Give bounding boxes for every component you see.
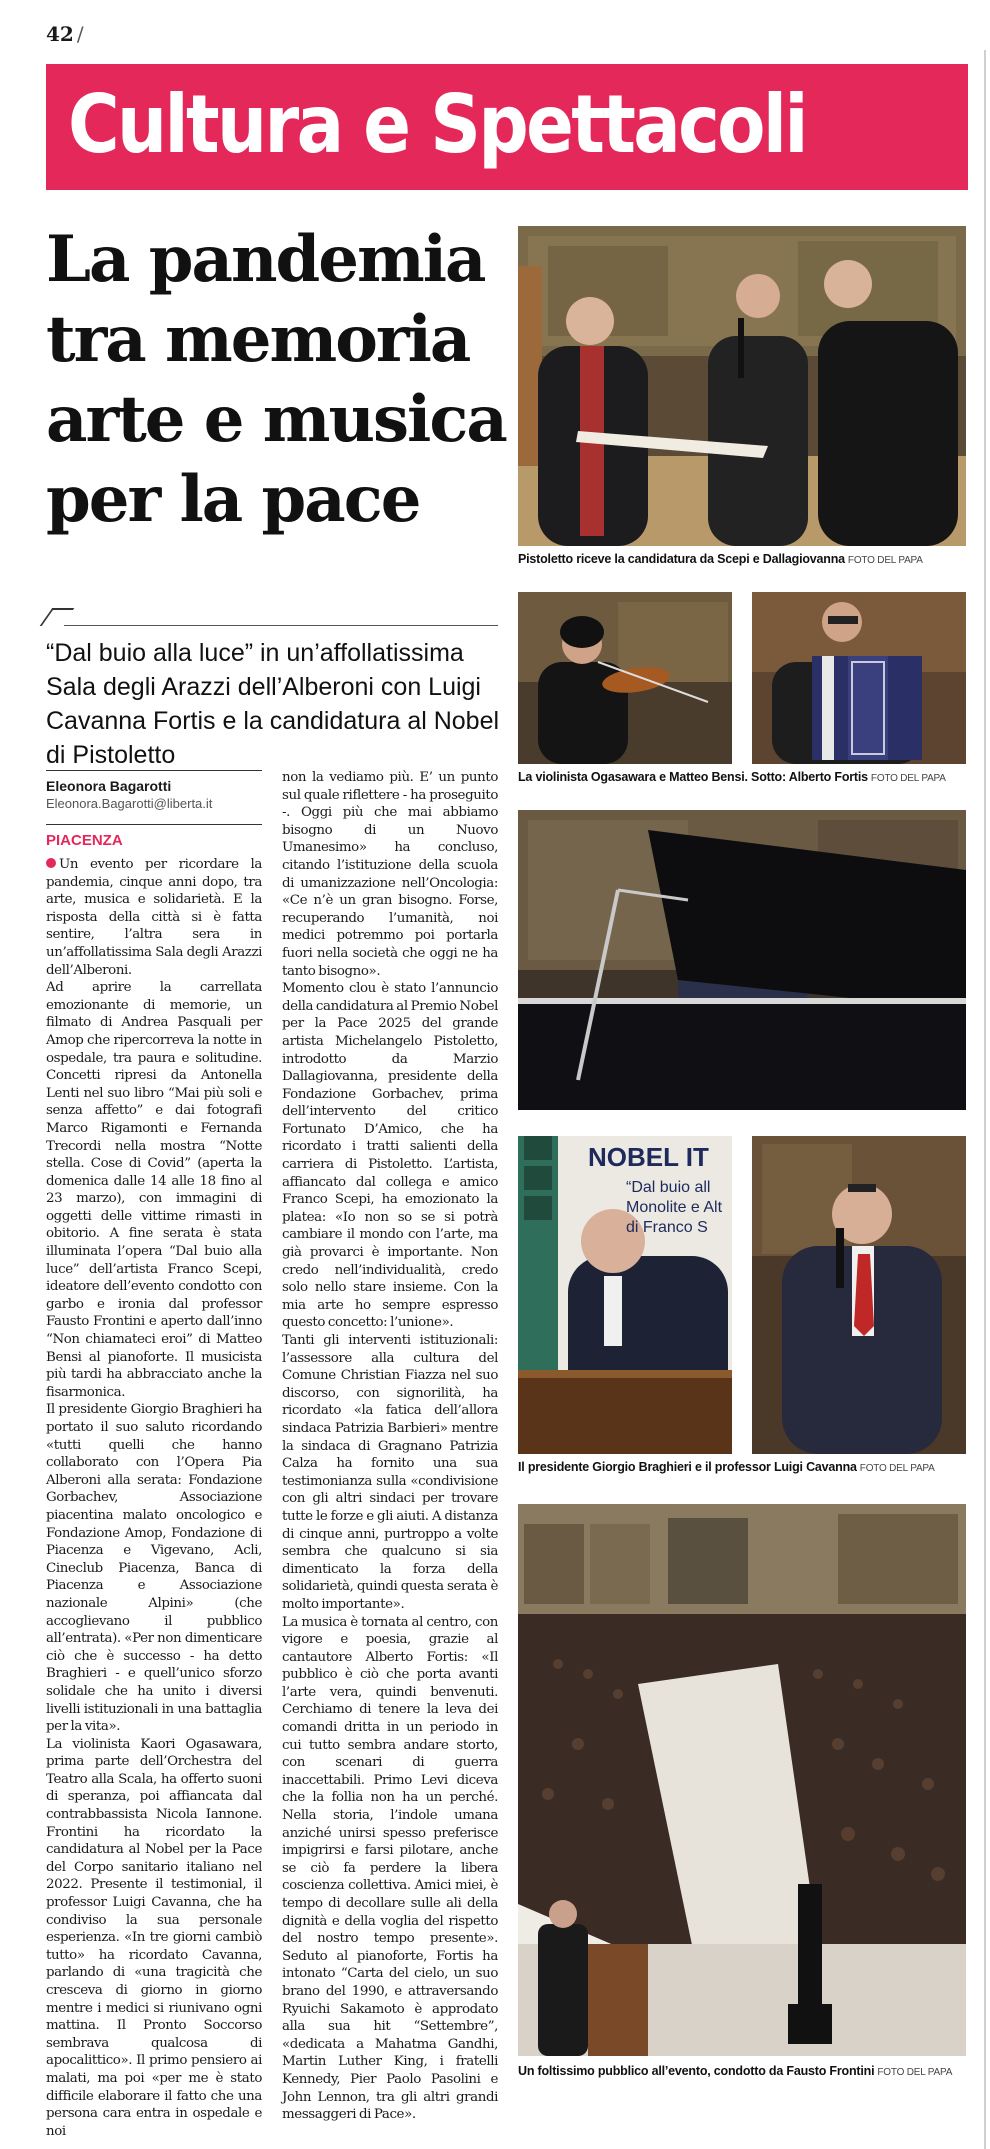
author-name: Eleonora Bagarotti — [46, 778, 172, 794]
photo-cavanna — [752, 1136, 966, 1454]
caption-photo-1: Pistoletto riceve la candidatura da Scepi e Dallagiovanna FOTO DEL PAPA — [518, 552, 923, 566]
headline-line: La pandemia — [46, 222, 485, 297]
paragraph: Momento clou è stato l’annuncio della candidatura al Premio Nobel per la Pace 2025 del grande artista Michelangelo Pistoletto, introdotto da Marzio Dallagiovanna, presidente della Fondazione Gorbachev, prima dell’intervento del critico Fortunato D’Amico, che ha ricordato i tratti salienti della carriera di Pistoletto. L’artista, affiancato dal collega e amico Franco Scepi, ha emozionato la platea: «Io non so se si potrà cambiare il mondo con l’arte, ma già provarci è importante. Non credo nell’individualità, credo solo nello stare insieme. Con la mia arte ho sempre espresso questo concetto: l’unione». — [282, 981, 498, 1331]
ceremony-image — [518, 226, 966, 546]
caption-photo-3: Il presidente Giorgio Braghieri e il professor Luigi Cavanna FOTO DEL PAPA — [518, 1460, 935, 1474]
paragraph: Ad aprire la carrellata emozionante di memorie, un filmato di Andrea Pasquali per Amop che ripercorreva la notte in ospedale, tra paura e solitudine. Concetti ripresi da Antonella Lenti nel suo libro “Mai più soli e senza affetto” e dai fotografi Marco Rigamonti e Fernanda Trecordi nella mostra “Notte stella. Cose di Covid” (aperta la domenica dalle 14 alle 18 fino al 23 marzo), con immagini di oggetti delle vittime rimasti in obitorio. A fine serata è stata illuminata l’opera “Dal buio alla luce” dell’artista Franco Scepi, ideatore dell’evento condotto con garbo e ironia dal professor Fausto Frontini e aperto dall’inno “Non chiamateci eroi” di Matteo Bensi al pianoforte. Il musicista più tardi ha abbracciato anche la fisarmonica. — [46, 980, 262, 1400]
bullet-icon — [46, 858, 56, 868]
banner-line: “Dal buio all — [626, 1179, 711, 1196]
photo-pistoletto-ceremony — [518, 226, 966, 546]
author-email[interactable]: Eleonora.Bagarotti@liberta.it — [46, 796, 213, 811]
paragraph: Tanti gli interventi istituzionali: l’assessore alla cultura del Comune Christian Fiazza nel suo discorso, con signorilità, ha ricordato «la fatica dell’allora sindaca Patrizia Barbieri» mentre la sindaca di Gragnano Patrizia Calza ha fornito una sua testimonianza sulla «condivisione con gli altri sindaci per trovare tutte le forze e gli aiuti. A distanza di cinque anni, purtroppo a volte sembra che qualcuno si sia dimenticato la forza della solidarietà, quindi questa serata è molto importante». — [282, 1333, 498, 1612]
page-edge-rule — [984, 50, 986, 2149]
subhead-rule-mark — [40, 608, 75, 626]
photo-braghieri — [518, 1136, 732, 1454]
photo-violinist — [518, 592, 732, 764]
banner-line: Monolite e Alt — [626, 1199, 723, 1216]
banner-line: di Franco S — [626, 1219, 708, 1236]
caption-photo-4: Un foltissimo pubblico all’evento, condotto da Fausto Frontini FOTO DEL PAPA — [518, 2064, 953, 2078]
accordion-image — [752, 592, 966, 764]
pianist-image — [518, 810, 966, 1110]
byline-rule-bottom — [46, 824, 262, 825]
section-band — [46, 64, 968, 190]
photo-audience — [518, 1504, 966, 2056]
photo-accordionist — [752, 592, 966, 764]
dateline: PIACENZA — [46, 832, 123, 849]
audience-image — [518, 1504, 966, 2056]
article-column-1 — [46, 856, 262, 2140]
subhead-rule — [64, 625, 498, 626]
cavanna-image — [752, 1136, 966, 1454]
article-column-2 — [282, 769, 498, 2124]
paragraph: Un evento per ricordare la pandemia, cinque anni dopo, tra arte, musica e solidarietà. E la risposta della città si è fatta sentire, l’altra sera in un’affollatissima Sala degli Arazzi dell’Alberoni. — [46, 857, 262, 978]
paragraph: non la vediamo più. E’ un punto sul quale riflettere - ha proseguito -. Oggi più che mai abbiamo bisogno di un Nuovo Umanesimo» ha concluso, citando l’istituzione della scuola di umanizzazione nell’Oncologia: «Ce n’è un gran bisogno. Forse, recuperando l’umanità, noi medici potremmo poi portarla fuori nella società che oggi ne ha tanto bisogno». — [282, 770, 498, 979]
paragraph: La musica è tornata al centro, con vigore e poesia, grazie al cantautore Alberto Fortis: «Il pubblico è ciò che porta avanti l’arte vera, quindi benvenuti. Cerchiamo di tenere la leva dei comandi dritta in un periodo in cui tutto sembra andare storto, con scenari di guerra inaccettabili. Primo Levi diceva che la follia non ha un perché. Nella storia, l’indole umana anziché unirsi spesso preferisce impigrirsi e farsi pilotare, anche se ciò fa perdere la libera coscienza collettiva. Amici miei, è tempo di decollare sulle ali della dignità e della voglia del rispetto del nostro tempo presente». Seduto al pianoforte, Fortis ha intonato “Carta del cielo, un suo brano del 1990, e attraversando Ryuichi Sakamoto è approdato alla sua hit “Settembre”, «dedicata a Mahatma Gandhi, Martin Luther King, i fratelli Kennedy, Pier Paolo Pasolini e John Lennon, tra gli altri grandi messaggeri di Pace». — [282, 1614, 498, 2123]
byline-rule-top — [46, 770, 262, 771]
headline-line: per la pace — [46, 462, 420, 537]
banner-title: NOBEL IT — [588, 1142, 709, 1172]
headline — [46, 220, 506, 540]
violinist-image — [518, 592, 732, 764]
caption-photo-2: La violinista Ogasawara e Matteo Bensi. Sotto: Alberto Fortis FOTO DEL PAPA — [518, 770, 946, 784]
subheadline: “Dal buio alla luce” in un’affollatissima Sala degli Arazzi dell’Alberoni con Luigi Cavanna Fortis e la candidatura al Nobel di Pistoletto — [46, 639, 500, 769]
headline-line: arte e musica — [46, 382, 506, 457]
paragraph: Il presidente Giorgio Braghieri ha portato il suo saluto ricordando «tutti quelli che hanno collaborato con l’Opera Pia Alberoni alla serata: Fondazione Gorbachev, Associazione piacentina malato oncologico e Fondazione Amop, Fondazione di Piacenza e Vigevano, Acli, Cineclub Piacenza, Banca di Piacenza e Associazione nazionale Alpini» (che accoglievano il pubblico all’entrata). «Per non dimenticare ciò che è successo - ha detto Braghieri - e quell’unico sforzo solidale che ha unito i diversi livelli istituzionali in una battaglia per la vita». — [46, 1402, 262, 1735]
banner-text — [626, 1178, 722, 1238]
headline-line: tra memoria — [46, 302, 470, 377]
paragraph: La violinista Kaori Ogasawara, prima parte dell’Orchestra del Teatro alla Scala, ha offerto suoni di speranza, poi affiancata dal contrabbassista Nicola Iannone. Frontini ha ricordato la candidatura al Nobel per la Pace del Corpo sanitario italiano nel 2022. Presente il testimonial, il professor Luigi Cavanna, che ha condiviso la sua personale esperienza. «In tre giorni cambiò tutto» ha ricordato Cavanna, parlando di «una tragicità che cresceva di giorno in giorno mentre i medici si riunivano ogni mattina. Il Pronto Soccorso sembrava qualcosa di apocalittico». Il primo pensiero ai malati, ma poi «per me è stato difficile elaborare il fatto che una persona cara entra in ospedale e noi — [46, 1736, 262, 2139]
photo-pianist — [518, 810, 966, 1110]
page-number: 42 / — [46, 22, 84, 46]
section-title: Cultura e Spettacoli — [68, 78, 806, 171]
